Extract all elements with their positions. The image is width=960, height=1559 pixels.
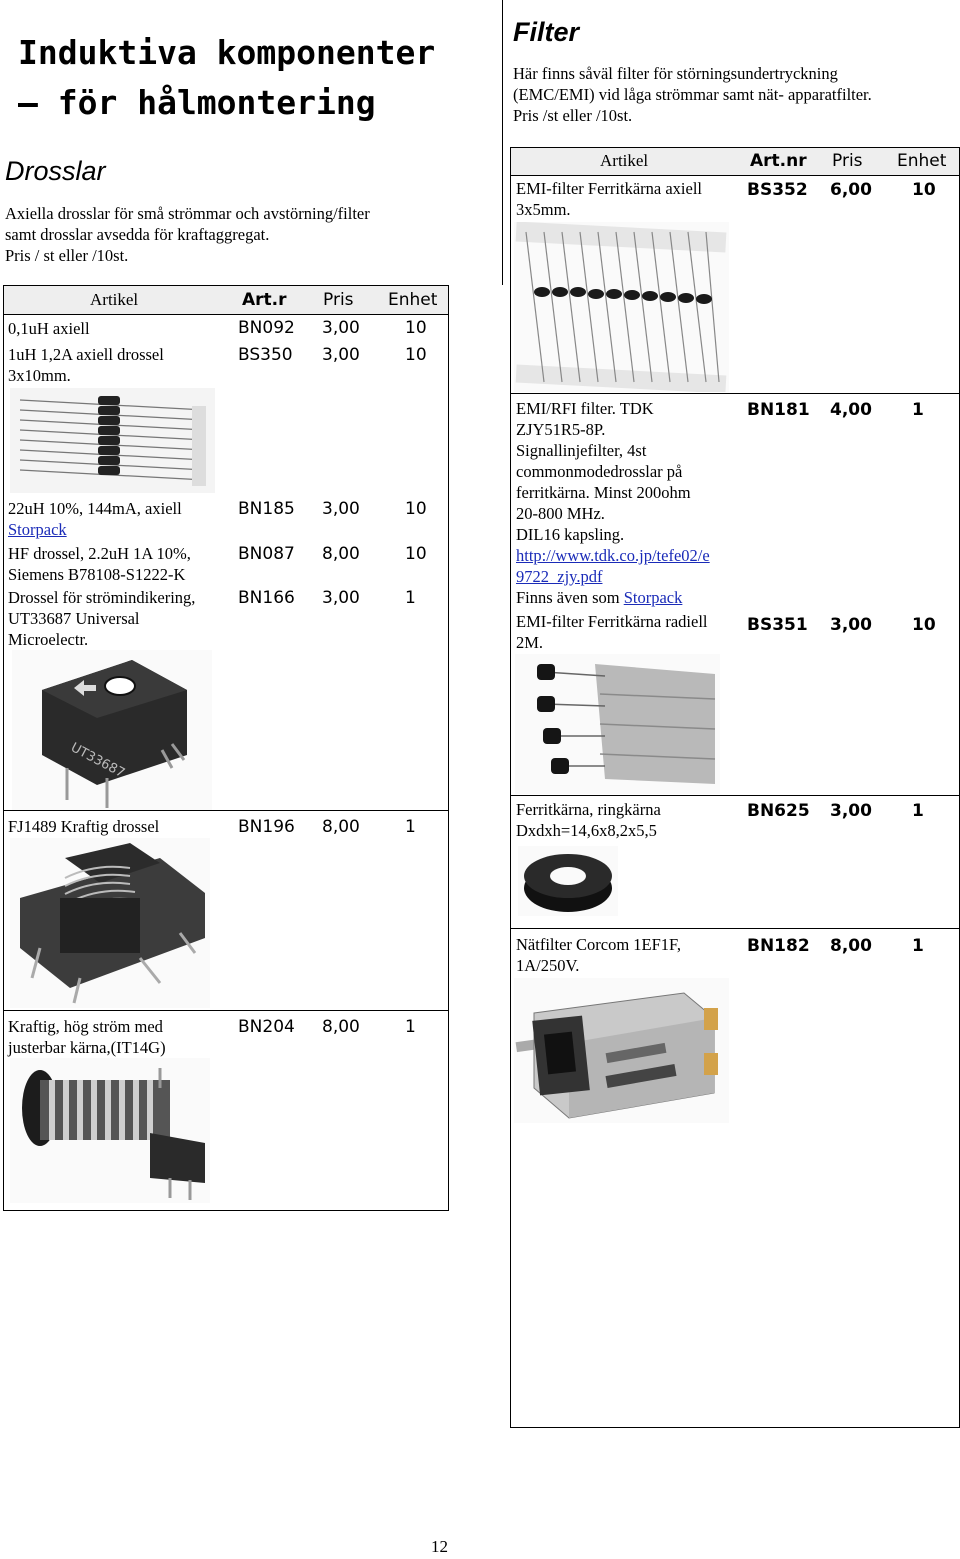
row-desc: 3x10mm. (8, 366, 71, 385)
page-title-line1: Induktiva komponenter (18, 33, 436, 72)
row-enhet: 10 (405, 345, 427, 365)
row-artnr: BN087 (238, 544, 295, 564)
row-desc: ferritkärna. Minst 200ohm (516, 483, 691, 502)
section-title-drosslar: Drosslar (5, 156, 106, 186)
row-desc: Dxdxh=14,6x8,2x5,5 (516, 821, 657, 840)
header-artikel: Artikel (600, 151, 649, 170)
svg-text:UT33687: UT33687 (68, 740, 128, 782)
row-pris: 3,00 (322, 499, 360, 519)
row-pris: 3,00 (830, 615, 872, 635)
row-pris: 3,00 (322, 588, 360, 608)
row-artnr: BN625 (747, 801, 810, 821)
row-artnr: BN185 (238, 499, 295, 519)
row-pris: 8,00 (322, 544, 360, 564)
tdk-datasheet-link[interactable]: http://www.tdk.co.jp/tefe02/e (516, 546, 710, 565)
row-desc: UT33687 Universal (8, 609, 140, 628)
row-artnr: BS352 (747, 180, 808, 200)
row-desc: Drossel för strömindikering, (8, 588, 196, 607)
row-artnr: BN196 (238, 817, 295, 837)
row-desc: Ferritkärna, ringkärna (516, 800, 661, 819)
row-enhet: 10 (912, 615, 936, 635)
storpack-link[interactable]: Storpack (8, 520, 67, 539)
row-desc: EMI-filter Ferritkärna axiell (516, 179, 703, 198)
mains-filter-image (514, 978, 729, 1123)
row-artnr: BN204 (238, 1017, 295, 1037)
row-desc: 0,1uH axiell (8, 319, 90, 338)
intro-drosslar-line1: Axiella drosslar för små strömmar och avstörning/filter (5, 204, 370, 223)
row-desc: Microelectr. (8, 630, 89, 649)
row-pris: 3,00 (322, 318, 360, 338)
row-enhet: 10 (405, 544, 427, 564)
row-pris: 4,00 (830, 400, 872, 420)
row-enhet: 1 (405, 588, 416, 608)
ferrite-beads-radial-image (515, 654, 720, 794)
header-artikel: Artikel (90, 290, 139, 309)
row-enhet: 1 (912, 400, 924, 420)
row-desc: ZJY51R5-8P. (516, 420, 606, 439)
row-desc: justerbar kärna,(IT14G) (8, 1038, 166, 1057)
power-inductor-image (10, 838, 210, 1008)
row-enhet: 10 (405, 318, 427, 338)
row-desc: FJ1489 Kraftig drossel (8, 817, 160, 836)
page-number: 12 (431, 1537, 448, 1556)
current-sense-inductor-image (12, 650, 212, 810)
intro-drosslar-line3: Pris / st eller /10st. (5, 246, 129, 265)
header-enhet: Enhet (388, 290, 438, 310)
section-title-filter: Filter (513, 17, 580, 47)
row-desc: 1A/250V. (516, 956, 580, 975)
row-desc: 20-800 MHz. (516, 504, 605, 523)
axial-inductors-image (10, 388, 215, 493)
row-desc: Nätfilter Corcom 1EF1F, (516, 935, 682, 954)
storpack-link[interactable]: Storpack (623, 588, 683, 607)
row-pris: 8,00 (830, 936, 872, 956)
row-enhet: 1 (405, 1017, 416, 1037)
row-desc: 2M. (516, 633, 544, 652)
row-enhet: 1 (912, 936, 924, 956)
row-desc: Signallinjefilter, 4st (516, 441, 647, 460)
row-enhet: 10 (405, 499, 427, 519)
header-pris: Pris (832, 151, 863, 171)
also-available-text: Finns även som Storpack (516, 588, 683, 607)
row-artnr: BN181 (747, 400, 810, 420)
row-enhet: 1 (405, 817, 416, 837)
row-pris: 6,00 (830, 180, 872, 200)
row-pris: 3,00 (830, 801, 872, 821)
row-desc: 1uH 1,2A axiell drossel (8, 345, 164, 364)
row-enhet: 1 (912, 801, 924, 821)
intro-drosslar-line2: samt drosslar avsedda för kraftaggregat. (5, 225, 270, 244)
row-artnr: BN092 (238, 318, 295, 338)
page-title-line2: – för hålmontering (18, 83, 376, 122)
row-desc: EMI/RFI filter. TDK (516, 399, 654, 418)
row-desc: Siemens B78108-S1222-K (8, 565, 186, 584)
header-artnr: Art.r (242, 290, 287, 310)
header-artnr: Art.nr (750, 151, 807, 171)
tdk-datasheet-link-cont[interactable]: 9722_zjy.pdf (516, 567, 603, 586)
ferrite-beads-axial-image (514, 222, 729, 392)
row-desc: HF drossel, 2.2uH 1A 10%, (8, 544, 191, 563)
row-artnr: BN182 (747, 936, 810, 956)
row-artnr: BN166 (238, 588, 295, 608)
row-enhet: 10 (912, 180, 936, 200)
row-desc: 22uH 10%, 144mA, axiell (8, 499, 182, 518)
row-desc: DIL16 kapsling. (516, 525, 625, 544)
adjustable-inductor-image (10, 1058, 210, 1203)
row-desc: EMI-filter Ferritkärna radiell (516, 612, 708, 631)
toroid-core-image (518, 846, 618, 916)
row-pris: 3,00 (322, 345, 360, 365)
header-enhet: Enhet (897, 151, 947, 171)
row-pris: 8,00 (322, 1017, 360, 1037)
row-desc: commonmodedrosslar på (516, 462, 683, 481)
row-pris: 8,00 (322, 817, 360, 837)
intro-filter-line2: (EMC/EMI) vid låga strömmar samt nät- apparatfilter. (513, 85, 872, 104)
row-artnr: BS351 (747, 615, 808, 635)
row-desc: Kraftig, hög ström med (8, 1017, 163, 1036)
intro-filter-line1: Här finns såväl filter för störningsundertryckning (513, 64, 838, 83)
row-desc: 3x5mm. (516, 200, 571, 219)
row-artnr: BS350 (238, 345, 293, 365)
intro-filter-line3: Pris /st eller /10st. (513, 106, 633, 125)
header-pris: Pris (323, 290, 354, 310)
